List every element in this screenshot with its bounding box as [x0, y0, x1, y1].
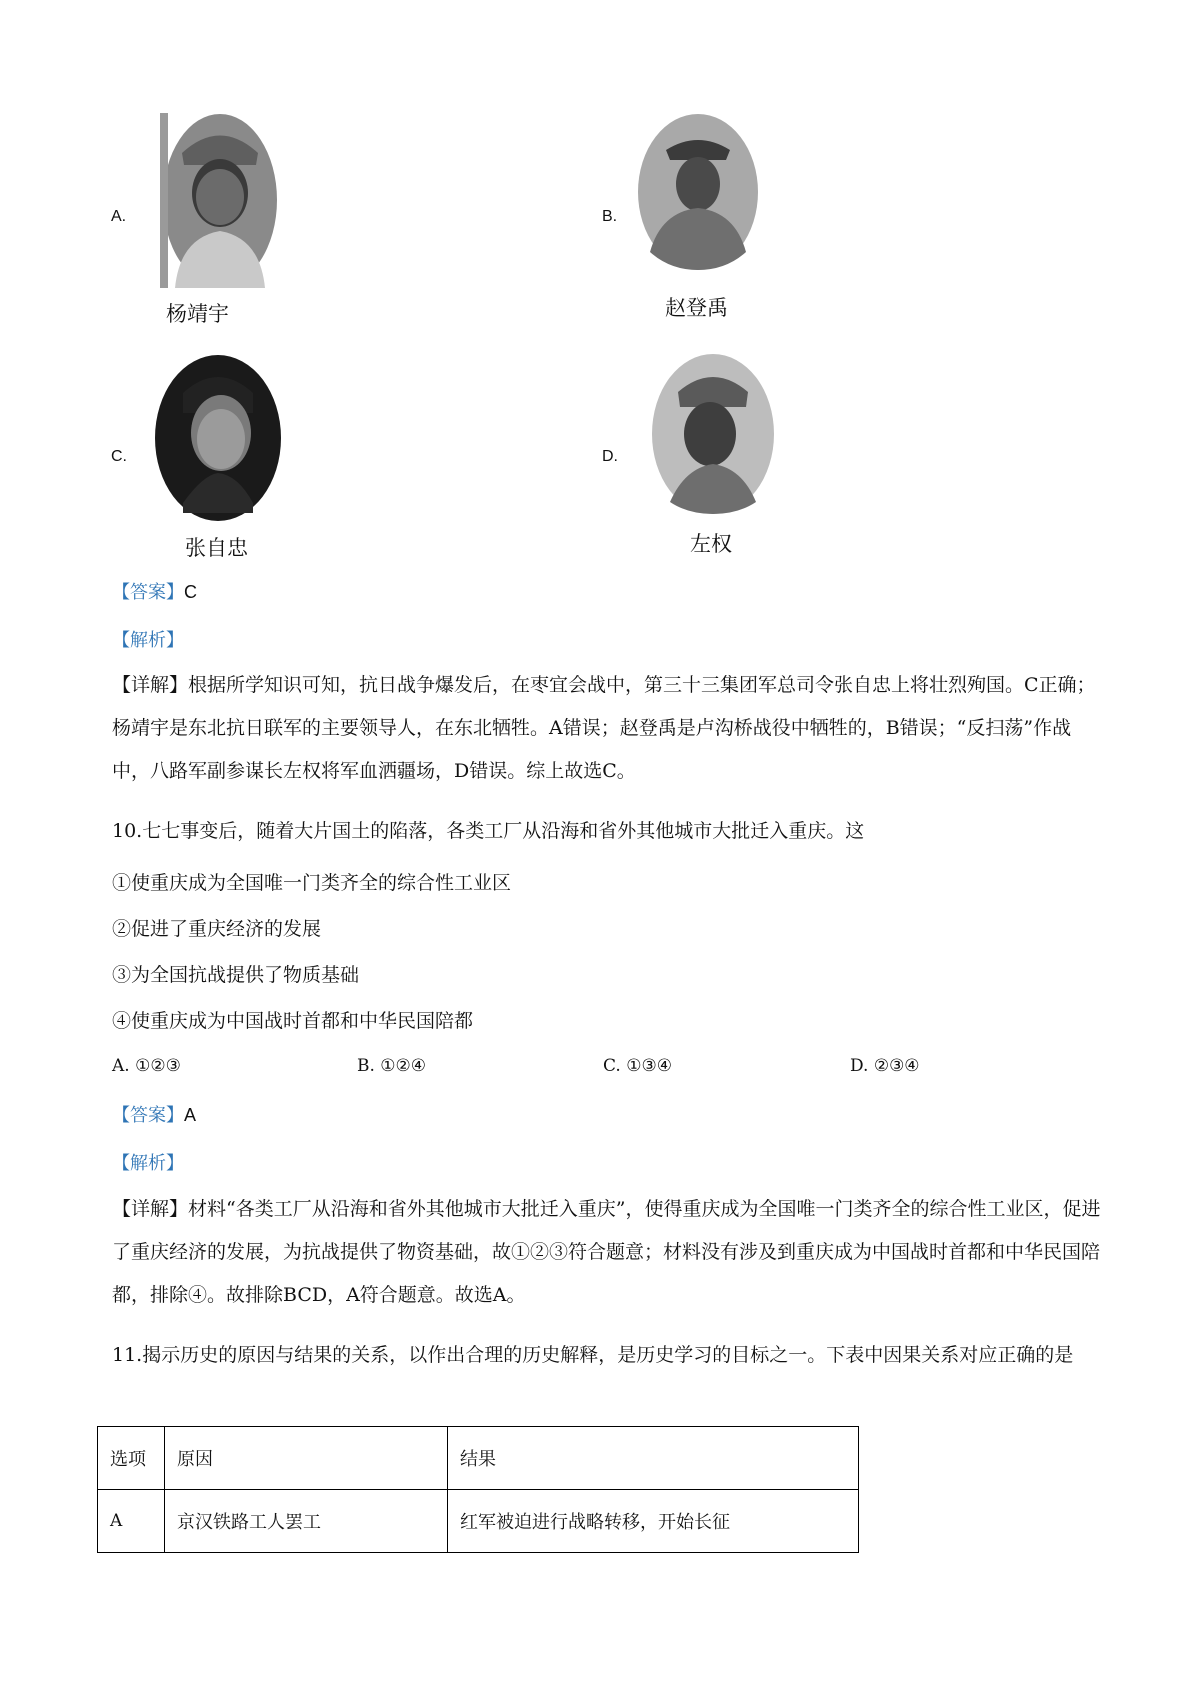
q9-answer [112, 578, 197, 604]
q10-stem: 10.七七事变后，随着大片国土的陷落，各类工厂从沿海和省外其他城市大批迁入重庆。这 [112, 820, 865, 842]
q10-choice-c: C. ①③④ [603, 1056, 672, 1076]
q9-answer-value: C [184, 582, 197, 602]
q9-detail-label: 【详解】 [112, 674, 189, 696]
table-cell: 红军被迫进行战略转移，开始长征 [448, 1490, 859, 1553]
option-c-name: 张自忠 [185, 536, 248, 560]
option-d-name: 左权 [690, 532, 732, 556]
q10-item-2: ②促进了重庆经济的发展 [112, 918, 322, 940]
q10-item-4: ④使重庆成为中国战时首都和中华民国陪都 [112, 1010, 474, 1032]
table-cell: A [98, 1490, 165, 1553]
q10-item-3: ③为全国抗战提供了物质基础 [112, 964, 360, 986]
portrait-b-image [636, 112, 760, 272]
portrait-d-image [650, 352, 776, 516]
option-a-name: 杨靖宇 [166, 302, 229, 326]
q10-choice-d: D. ②③④ [850, 1056, 920, 1076]
q9-analysis-label: 【解析】 [112, 630, 184, 651]
q11-table [97, 1426, 859, 1553]
portrait-c-image [153, 353, 283, 523]
q10-answer [112, 1101, 196, 1127]
option-b-name: 赵登禹 [665, 296, 728, 320]
q10-answer-label: 【答案】 [112, 1105, 184, 1126]
q9-detail [112, 664, 1102, 793]
q10-item-1: ①使重庆成为全国唯一门类齐全的综合性工业区 [112, 872, 512, 894]
table-cell: 京汉铁路工人罢工 [165, 1490, 448, 1553]
table-row [98, 1490, 859, 1553]
q10-detail [112, 1188, 1102, 1317]
option-a-letter: A. [111, 208, 127, 225]
q9-detail-text: 根据所学知识可知，抗日战争爆发后，在枣宜会战中，第三十三集团军总司令张自忠上将壮烈殉国。C正确；杨靖宇是东北抗日联军的主要领导人，在东北牺牲。A错误；赵登禹是卢沟桥战役中牺牲的，B错误；“反扫荡”作战中，八路军副参谋长左权将军血洒疆场，D错误。综上故选C。 [112, 674, 1096, 782]
q9-answer-label: 【答案】 [112, 582, 184, 603]
table-header-cell: 选项 [98, 1427, 165, 1490]
table-header-cell: 结果 [448, 1427, 859, 1490]
table-header-cell: 原因 [165, 1427, 448, 1490]
q10-detail-label: 【详解】 [112, 1198, 189, 1220]
portrait-a-image [160, 113, 280, 288]
option-d-letter: D. [602, 448, 618, 465]
q10-detail-text: 材料“各类工厂从沿海和省外其他城市大批迁入重庆”，使得重庆成为全国唯一门类齐全的综合性工业区，促进了重庆经济的发展，为抗战提供了物资基础，故①②③符合题意；材料没有涉及到重庆成为中国战时首都和中华民国陪都，排除④。故排除BCD，A符合题意。故选A。 [112, 1198, 1101, 1306]
option-c-letter: C. [111, 448, 127, 465]
q10-choice-b: B. ①②④ [357, 1056, 427, 1076]
q10-analysis-label: 【解析】 [112, 1153, 184, 1174]
q11-stem: 11.揭示历史的原因与结果的关系，以作出合理的历史解释，是历史学习的目标之一。下表中因果关系对应正确的是 [112, 1344, 1074, 1366]
table-header-row [98, 1427, 859, 1490]
q10-choice-a: A. ①②③ [112, 1056, 181, 1076]
q10-answer-value: A [184, 1105, 197, 1125]
option-b-letter: B. [602, 208, 618, 225]
